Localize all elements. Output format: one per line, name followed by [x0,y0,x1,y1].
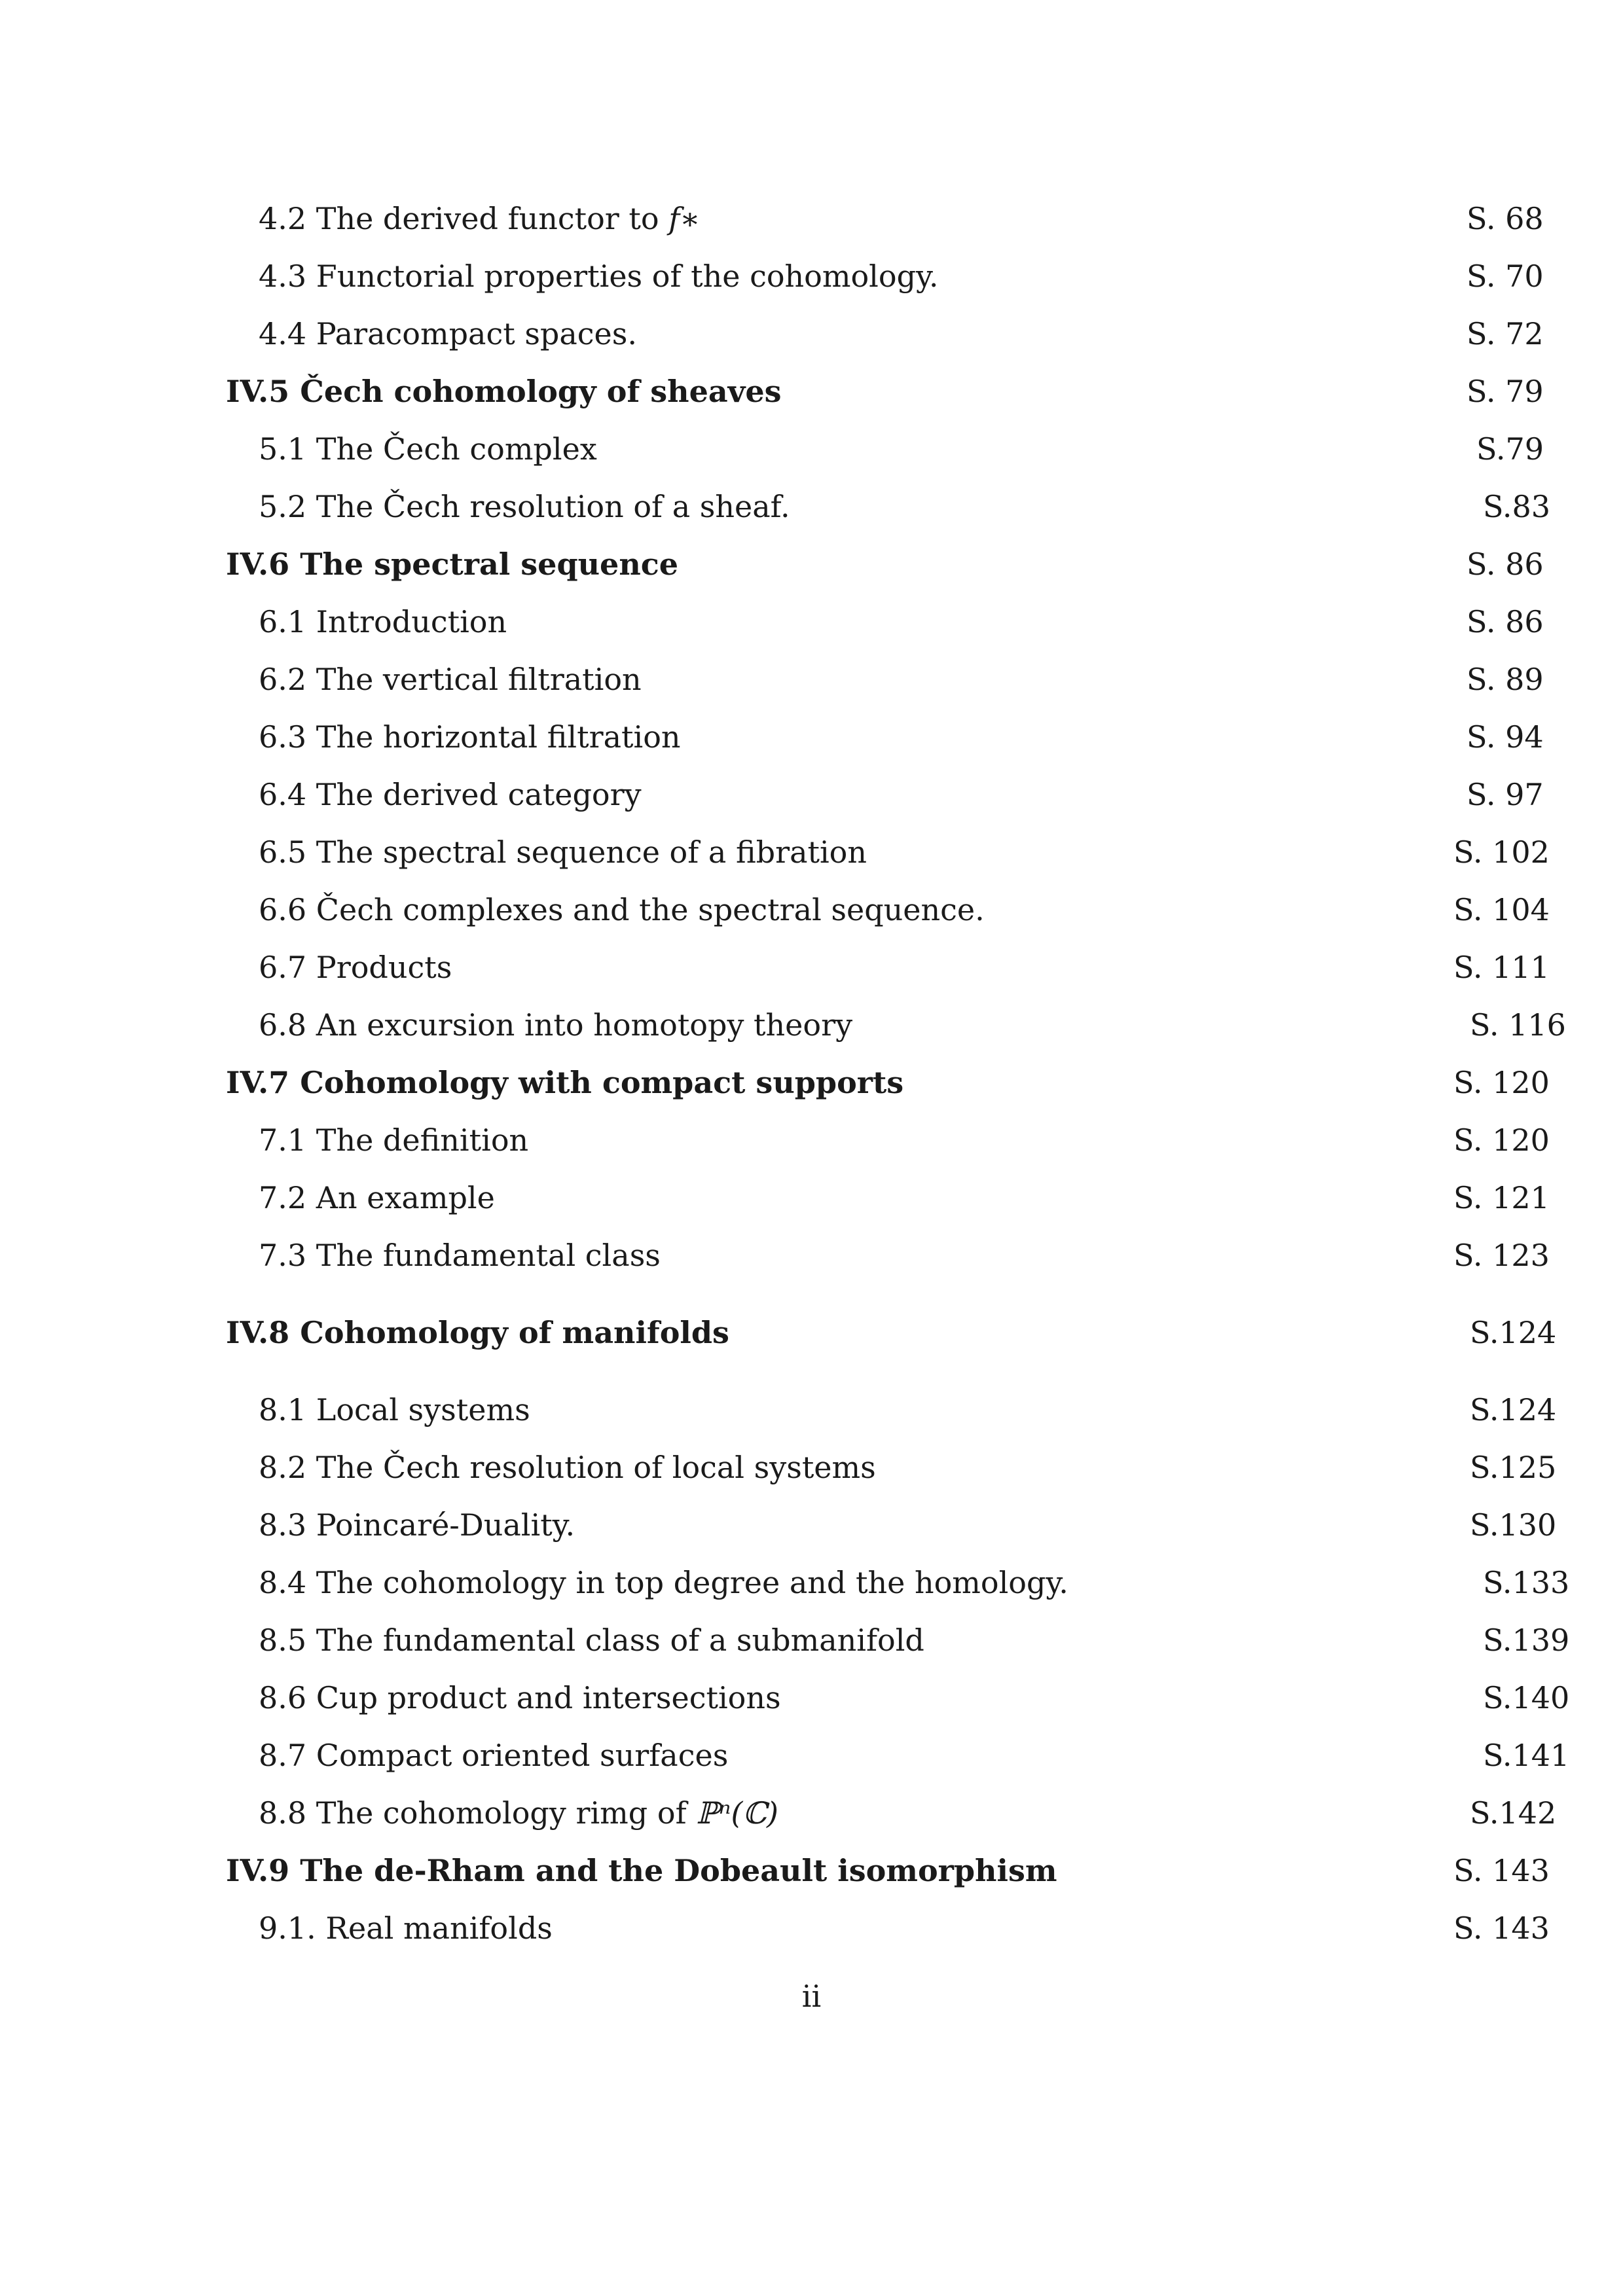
toc-section-heading [0,1304,1623,1361]
toc-entry-title: 5.1 The Čech complex [259,431,597,467]
toc-entry-title: 8.4 The cohomology in top degree and the homology. [259,1565,1068,1600]
toc-entry-page: S. 86 [1467,547,1544,582]
toc-entry [0,1169,1623,1227]
toc-entry-page: S.130 [1470,1507,1557,1543]
toc-section-title: IV.9 The de-Rham and the Dobeault isomorphism [226,1853,1057,1888]
toc-entry [0,1727,1623,1784]
toc-entry-page: S. 97 [1467,777,1544,812]
toc-entry [0,420,1623,478]
toc-entry-page: S.133 [1483,1565,1570,1600]
toc-entry-page: S.141 [1483,1738,1570,1773]
toc-entry-page: S.139 [1483,1623,1570,1658]
toc-entry-page: S. 120 [1453,1122,1550,1158]
toc-entry-page: S. 143 [1453,1910,1550,1946]
toc-section-heading [0,1054,1623,1111]
toc-entry-page: S. 102 [1453,834,1550,870]
toc-section-heading [0,363,1623,420]
toc-entry-title: 6.1 Introduction [259,604,507,639]
toc-entry-page: S. 120 [1453,1065,1550,1100]
toc-entry [0,881,1623,939]
toc-entry [0,766,1623,823]
toc-entry-title: 6.4 The derived category [259,777,642,812]
toc-entry-title: 6.3 The horizontal filtration [259,719,681,755]
toc-entry [0,1227,1623,1284]
toc-entry [0,190,1623,247]
toc-entry-page: S. 111 [1453,950,1550,985]
toc-entry-page: S.79 [1476,431,1544,467]
toc-entry-title: 4.3 Functorial properties of the cohomology. [259,259,939,294]
toc-entry [0,1611,1623,1669]
toc-entry-title: 6.2 The vertical filtration [259,662,642,697]
toc-entry-title: 8.1 Local systems [259,1392,530,1427]
toc-entry-title: 6.8 An excursion into homotopy theory [259,1007,853,1043]
toc-section-heading [0,1842,1623,1899]
toc-entry-title: 8.6 Cup product and intersections [259,1680,781,1715]
toc-entry-title: 6.7 Products [259,950,452,985]
toc-entry-page: S. 104 [1453,892,1550,927]
toc-entry-title: 5.2 The Čech resolution of a sheaf. [259,489,790,524]
page-number: ii [801,1979,822,2014]
toc-entry-page: S.140 [1483,1680,1570,1715]
toc-entry [0,708,1623,766]
toc-entry-page: S. 86 [1467,604,1544,639]
toc-entry-title: 6.6 Čech complexes and the spectral sequence. [259,892,985,927]
toc-entry-page: S. 70 [1467,259,1544,294]
toc-section-title: IV.5 Čech cohomology of sheaves [226,374,782,409]
toc-entry [0,823,1623,881]
toc-entry [0,305,1623,363]
toc-entry-page: S. 123 [1453,1238,1550,1273]
toc-entry-title: 7.3 The fundamental class [259,1238,661,1273]
toc-entry-title: 7.1 The definition [259,1122,529,1158]
toc-entry-title: 8.3 Poincaré-Duality. [259,1507,575,1543]
toc-entry-page: S. 121 [1453,1180,1550,1215]
toc-entry [0,593,1623,651]
toc-entry-title: 9.1. Real manifolds [259,1910,553,1946]
toc-entry-page: S. 79 [1467,374,1544,409]
toc-entry-title: 8.5 The fundamental class of a submanifold [259,1623,924,1658]
toc-entry-title: 8.2 The Čech resolution of local systems [259,1450,876,1485]
f-star-math: f∗ [668,201,701,236]
toc-entry [0,1784,1623,1842]
toc-entry [0,1669,1623,1727]
toc-entry [0,247,1623,305]
toc-section-title: IV.7 Cohomology with compact supports [226,1065,904,1100]
toc-entry-page: S. 72 [1467,316,1544,351]
toc-entry [0,1496,1623,1554]
toc-entry [0,651,1623,708]
toc-entry-title: 4.2 The derived functor to f∗ [259,201,701,236]
toc-entry-page: S. 89 [1467,662,1544,697]
toc-entry-page: S.83 [1483,489,1551,524]
toc-entry-title: 7.2 An example [259,1180,495,1215]
toc-entry [0,1899,1623,1957]
toc-entry-page: S. 143 [1453,1853,1550,1888]
toc-entry-page: S.142 [1470,1795,1557,1831]
toc-entry-page: S. 116 [1470,1007,1566,1043]
toc-entry-title: 4.4 Paracompact spaces. [259,316,638,351]
toc-entry [0,1554,1623,1611]
toc-entry-page: S. 68 [1467,201,1544,236]
toc-section-title: IV.8 Cohomology of manifolds [226,1315,729,1350]
toc-entry-page: S.124 [1470,1315,1557,1350]
toc-entry-page: S. 94 [1467,719,1544,755]
toc-entry [0,478,1623,535]
toc-entry-title: 8.8 The cohomology rimg of ℙⁿ(ℂ) [259,1795,778,1831]
toc-entry [0,1381,1623,1439]
toc-entry [0,996,1623,1054]
toc-entry-page: S.124 [1470,1392,1557,1427]
toc-section-heading [0,535,1623,593]
toc-entry [0,939,1623,996]
toc-entry-title: 6.5 The spectral sequence of a fibration [259,834,867,870]
projective-space-math: ℙⁿ(ℂ) [696,1795,778,1831]
toc-entry-title: 8.7 Compact oriented surfaces [259,1738,729,1773]
toc-entry [0,1111,1623,1169]
toc-entry-page: S.125 [1470,1450,1557,1485]
toc-entry [0,1439,1623,1496]
toc-section-title: IV.6 The spectral sequence [226,547,679,582]
